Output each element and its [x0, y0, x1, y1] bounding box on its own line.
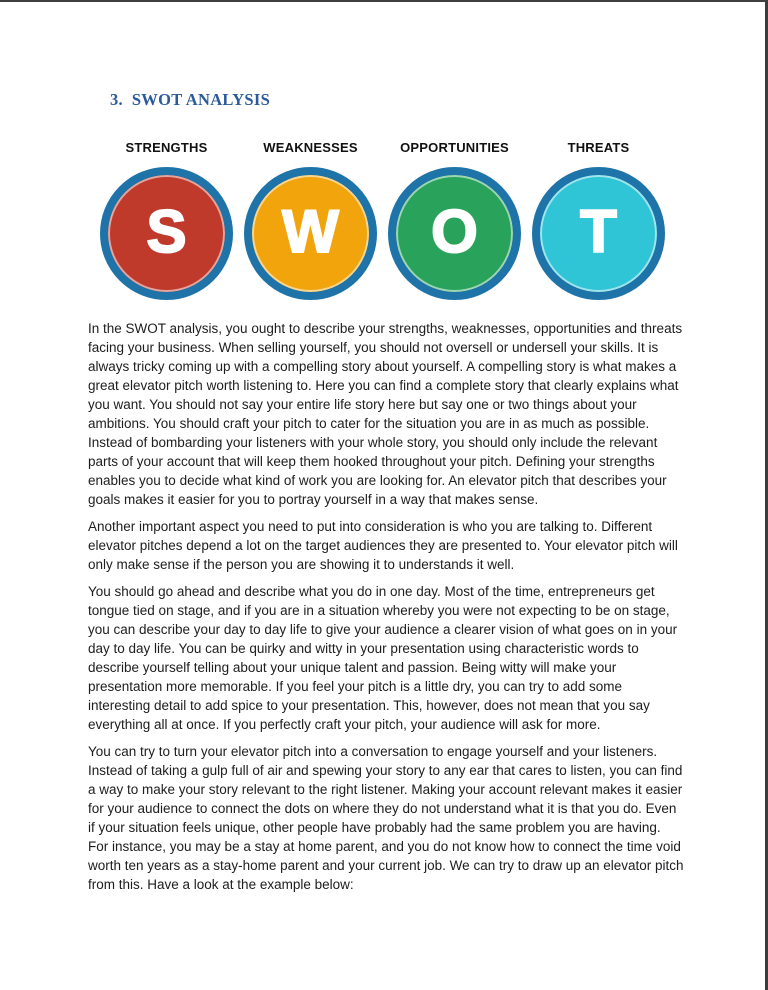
paragraph-3: You should go ahead and describe what you do in one day. Most of the time, entrepreneurs get tongue tied on stage, and if you are in a situation whereby you were not expecting to be on stage, you can describe your day to day life to give your audience a clearer vision of what goes on in your day to day life. You can be quirky and witty in your presentation using characteristic words to describe yourself telling about your unique talent and passion. Being witty will make your presentation more memorable. If you feel your pitch is a little dry, you can try to add some interesting detail to add spice to your presentation. This, however, does not mean that you say everything all at once. If you perfectly craft your pitch, your audience will ask for more.	[88, 584, 678, 732]
swot-letter-w: W	[282, 197, 339, 265]
swot-item-opportunities	[388, 140, 521, 300]
paragraph-1: In the SWOT analysis, you ought to describe your strengths, weaknesses, opportunities and threats facing your business. When selling yourself, you should not oversell or undersell your skills. It is always tricky coming up with a compelling story about yourself. A compelling story is what makes a great elevator pitch worth listening to. Here you can find a complete story that clearly explains what you want. You should not say your entire life story here but say one or two things about your ambitions. You should craft your pitch to cater for the situation you are in as much as possible. Instead of bombarding your listeners with your whole story, you should only include the relevant parts of your account that will keep them hooked throughout your pitch. Defining your strengths enables you to decide what kind of work you are looking for. An elevator pitch that describes your goals makes it easier for you to portray yourself in a way that makes sense.	[88, 321, 683, 507]
swot-circle-t	[532, 167, 665, 300]
section-heading: 3. SWOT ANALYSIS	[110, 90, 271, 109]
swot-letter-t: T	[580, 197, 617, 265]
swot-item-weaknesses	[244, 140, 377, 300]
swot-label-threats: THREATS	[567, 140, 630, 155]
swot-circle-w	[244, 167, 377, 300]
swot-label-weaknesses: WEAKNESSES	[263, 140, 358, 155]
paragraph-4: You can try to turn your elevator pitch into a conversation to engage yourself and your listeners. Instead of taking a gulp full of air and spewing your story to any ear that cares to listen, you can find a way to make your story relevant to the right listener. Making your account relevant makes it easier for your audience to connect the dots on where they do not understand what it is that you do. Even if your situation feels unique, other people have probably had the same problem you are having. For instance, you may be a stay at home parent, and you do not know how to connect the time void worth ten years as a stay-home parent and your current job. We can try to draw up an elevator pitch from this. Have a look at the example below:	[88, 744, 684, 892]
swot-item-strengths	[100, 140, 233, 300]
swot-item-threats	[532, 140, 665, 300]
swot-label-opportunities: OPPORTUNITIES	[400, 140, 509, 155]
swot-diagram	[100, 140, 765, 300]
swot-circle-s	[100, 167, 233, 300]
swot-letter-s: S	[146, 197, 187, 265]
swot-letter-o: O	[431, 197, 478, 265]
swot-label-strengths: STRENGTHS	[125, 140, 208, 155]
paragraph-2: Another important aspect you need to put into consideration is who you are talking to. Different elevator pitches depend a lot on the target audiences they are presented to. Your elevator pitch will only make sense if the person you are showing it to understands it well.	[88, 519, 678, 572]
body-text	[88, 319, 684, 894]
swot-circle-o	[388, 167, 521, 300]
